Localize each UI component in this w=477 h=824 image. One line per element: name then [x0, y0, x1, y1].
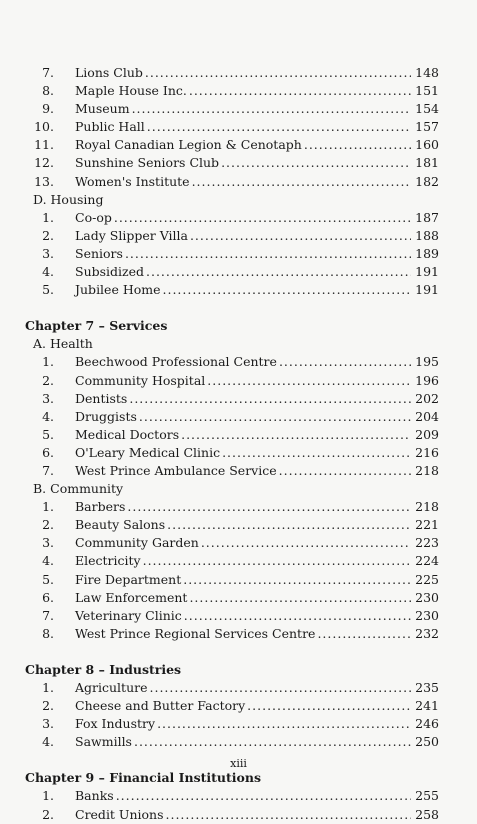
entry-title: O'Leary Medical Clinic: [75, 444, 221, 460]
dot-leader: [146, 263, 411, 281]
dot-leader: [279, 353, 411, 371]
entry-number: 3.: [42, 245, 54, 261]
dot-leader: [163, 281, 411, 299]
toc-entry: [25, 679, 439, 697]
dot-leader: [132, 100, 411, 118]
dot-leader: [192, 173, 411, 191]
entry-title: Seniors: [75, 245, 123, 261]
entry-number: 9.: [42, 101, 54, 117]
entry-title: Electricity: [75, 553, 141, 569]
dot-leader: [129, 390, 411, 408]
toc-entry: [25, 118, 439, 136]
entry-title: Beechwood Professional Centre: [75, 354, 277, 370]
toc-entry: [25, 806, 439, 824]
toc-entry: [25, 209, 439, 227]
entry-number: 4.: [42, 734, 54, 750]
entry-page-number: 235: [415, 680, 439, 695]
entry-title: Sunshine Seniors Club: [75, 155, 220, 171]
toc-entry: [25, 82, 439, 100]
chapter-heading: Chapter 8 – Industries: [25, 661, 182, 677]
entry-title: Maple House Inc.: [75, 83, 187, 99]
entry-page-number: 246: [415, 716, 439, 732]
section-heading: B. Community: [33, 481, 124, 497]
entry-page-number: 230: [415, 607, 439, 623]
toc-entry: [25, 462, 439, 480]
toc-entry: [25, 516, 439, 534]
entry-number: 1.: [42, 680, 54, 695]
entry-title: Subsidized: [75, 264, 145, 280]
dot-leader: [304, 136, 411, 154]
toc-entry: [25, 245, 439, 263]
entry-number: 3.: [42, 535, 54, 551]
entry-number: 4.: [42, 264, 54, 280]
entry-number: 2.: [42, 517, 54, 533]
toc-entry: [25, 571, 439, 589]
entry-page-number: 221: [415, 517, 439, 533]
entry-title: Museum: [75, 101, 130, 117]
entry-title: Druggists: [75, 408, 137, 424]
dot-leader: [189, 589, 411, 607]
toc-entry: [25, 173, 439, 191]
toc-entry: [25, 390, 439, 408]
entry-page-number: 209: [415, 426, 439, 442]
entry-title: West Prince Ambulance Service: [75, 462, 277, 478]
entry-number: 1.: [42, 499, 54, 515]
entry-page-number: 218: [415, 499, 439, 515]
entry-page-number: 187: [415, 209, 439, 225]
entry-number: 2.: [42, 372, 54, 388]
toc-entry: [25, 281, 439, 299]
entry-title: Banks: [75, 788, 114, 804]
section-heading: D. Housing: [33, 191, 104, 207]
entry-page-number: 241: [415, 698, 439, 714]
toc-entry: [25, 733, 439, 751]
toc-entry: [25, 136, 439, 154]
entry-title: Sawmills: [75, 734, 132, 750]
dot-leader: [317, 625, 411, 643]
toc-entry: [25, 589, 439, 607]
toc-entry: [25, 426, 439, 444]
entry-number: 6.: [42, 589, 54, 605]
entry-title: Community Garden: [75, 535, 199, 551]
entry-page-number: 225: [415, 571, 439, 587]
dot-leader: [222, 444, 411, 462]
spacer: [25, 643, 439, 661]
dot-leader: [221, 154, 411, 172]
entry-number: 4.: [42, 408, 54, 424]
toc-entry: [25, 607, 439, 625]
entry-page-number: 202: [415, 390, 439, 406]
entry-number: 3.: [42, 390, 54, 406]
entry-number: 10.: [34, 119, 54, 135]
entry-title: Barbers: [75, 499, 126, 515]
entry-title: Veterinary Clinic: [75, 607, 182, 623]
spacer: [25, 299, 439, 317]
entry-page-number: 181: [415, 155, 439, 171]
entry-title: Medical Doctors: [75, 426, 180, 442]
toc-entry: [25, 64, 439, 82]
entry-title: Lady Slipper Villa: [75, 227, 188, 243]
toc-entry: [25, 787, 439, 805]
dot-leader: [114, 209, 411, 227]
chapter-heading: Chapter 9 – Financial Institutions: [25, 770, 261, 786]
entry-number: 6.: [42, 444, 54, 460]
entry-title: Lions Club: [75, 65, 143, 80]
dot-leader: [190, 227, 411, 245]
entry-number: 8.: [42, 83, 54, 99]
entry-page-number: 196: [415, 372, 439, 388]
entry-page-number: 148: [415, 65, 439, 80]
entry-title: Co-op: [75, 209, 112, 225]
dot-leader: [181, 426, 411, 444]
entry-page-number: 230: [415, 589, 439, 605]
entry-title: Agriculture: [75, 680, 148, 695]
dot-leader: [166, 806, 411, 824]
toc-entry: [25, 444, 439, 462]
entry-page-number: 191: [415, 264, 439, 280]
entry-page-number: 157: [415, 119, 439, 135]
entry-number: 2.: [42, 806, 54, 822]
toc-entry: [25, 372, 439, 390]
entry-number: 7.: [42, 607, 54, 623]
dot-leader: [184, 607, 411, 625]
entry-number: 2.: [42, 698, 54, 714]
entry-title: Dentists: [75, 390, 128, 406]
entry-page-number: 255: [415, 788, 439, 804]
entry-number: 11.: [34, 137, 54, 153]
entry-title: West Prince Regional Services Centre: [75, 625, 316, 641]
dot-leader: [167, 516, 411, 534]
entry-page-number: 250: [415, 734, 439, 750]
entry-number: 7.: [42, 65, 54, 80]
toc-entry: [25, 534, 439, 552]
entry-number: 1.: [42, 788, 54, 804]
entry-number: 3.: [42, 716, 54, 732]
entry-page-number: 216: [415, 444, 439, 460]
entry-page-number: 218: [415, 462, 439, 478]
entry-page-number: 160: [415, 137, 439, 153]
entry-title: Public Hall: [75, 119, 145, 135]
entry-number: 12.: [34, 155, 54, 171]
entry-number: 8.: [42, 625, 54, 641]
entry-title: Fire Department: [75, 571, 182, 587]
dot-leader: [145, 64, 411, 82]
entry-title: Cheese and Butter Factory: [75, 698, 246, 714]
toc-entry: [25, 100, 439, 118]
entry-number: 5.: [42, 282, 54, 298]
entry-page-number: 204: [415, 408, 439, 424]
entry-title: Women's Institute: [75, 173, 190, 189]
entry-number: 13.: [34, 173, 54, 189]
entry-number: 4.: [42, 553, 54, 569]
entry-title: Jubilee Home: [75, 282, 161, 298]
entry-title: Credit Unions: [75, 806, 164, 822]
dot-leader: [279, 462, 411, 480]
toc-entry: [25, 552, 439, 570]
table-of-contents: [25, 64, 439, 824]
entry-number: 7.: [42, 462, 54, 478]
entry-page-number: 195: [415, 354, 439, 370]
dot-leader: [134, 733, 411, 751]
entry-title: Royal Canadian Legion & Cenotaph: [75, 137, 302, 153]
dot-leader: [189, 82, 411, 100]
dot-leader: [150, 679, 412, 697]
dot-leader: [143, 552, 411, 570]
entry-page-number: 258: [415, 806, 439, 822]
entry-title: Community Hospital: [75, 372, 206, 388]
entry-page-number: 223: [415, 535, 439, 551]
dot-leader: [139, 408, 411, 426]
dot-leader: [207, 372, 411, 390]
entry-page-number: 188: [415, 227, 439, 243]
entry-number: 5.: [42, 571, 54, 587]
toc-entry: [25, 353, 439, 371]
dot-leader: [183, 571, 411, 589]
dot-leader: [157, 715, 411, 733]
toc-entry: [25, 625, 439, 643]
toc-entry: [25, 263, 439, 281]
dot-leader: [247, 697, 411, 715]
toc-entry: [25, 408, 439, 426]
entry-page-number: 189: [415, 245, 439, 261]
entry-number: 1.: [42, 354, 54, 370]
section-heading: A. Health: [33, 336, 93, 352]
entry-page-number: 154: [415, 101, 439, 117]
toc-entry: [25, 498, 439, 516]
toc-entry: [25, 154, 439, 172]
toc-entry: [25, 697, 439, 715]
entry-title: Law Enforcement: [75, 589, 188, 605]
dot-leader: [147, 118, 411, 136]
entry-page-number: 232: [415, 625, 439, 641]
dot-leader: [201, 534, 411, 552]
dot-leader: [127, 498, 411, 516]
entry-page-number: 182: [415, 173, 439, 189]
dot-leader: [116, 787, 411, 805]
entry-number: 2.: [42, 227, 54, 243]
dot-leader: [125, 245, 411, 263]
toc-entry: [25, 715, 439, 733]
entry-title: Fox Industry: [75, 716, 156, 732]
entry-number: 1.: [42, 209, 54, 225]
chapter-heading: Chapter 7 – Services: [25, 318, 168, 334]
entry-number: 5.: [42, 426, 54, 442]
page-folio: xiii: [230, 757, 247, 770]
entry-page-number: 224: [415, 553, 439, 569]
entry-page-number: 191: [415, 282, 439, 298]
entry-title: Beauty Salons: [75, 517, 166, 533]
toc-entry: [25, 227, 439, 245]
entry-page-number: 151: [415, 83, 439, 99]
